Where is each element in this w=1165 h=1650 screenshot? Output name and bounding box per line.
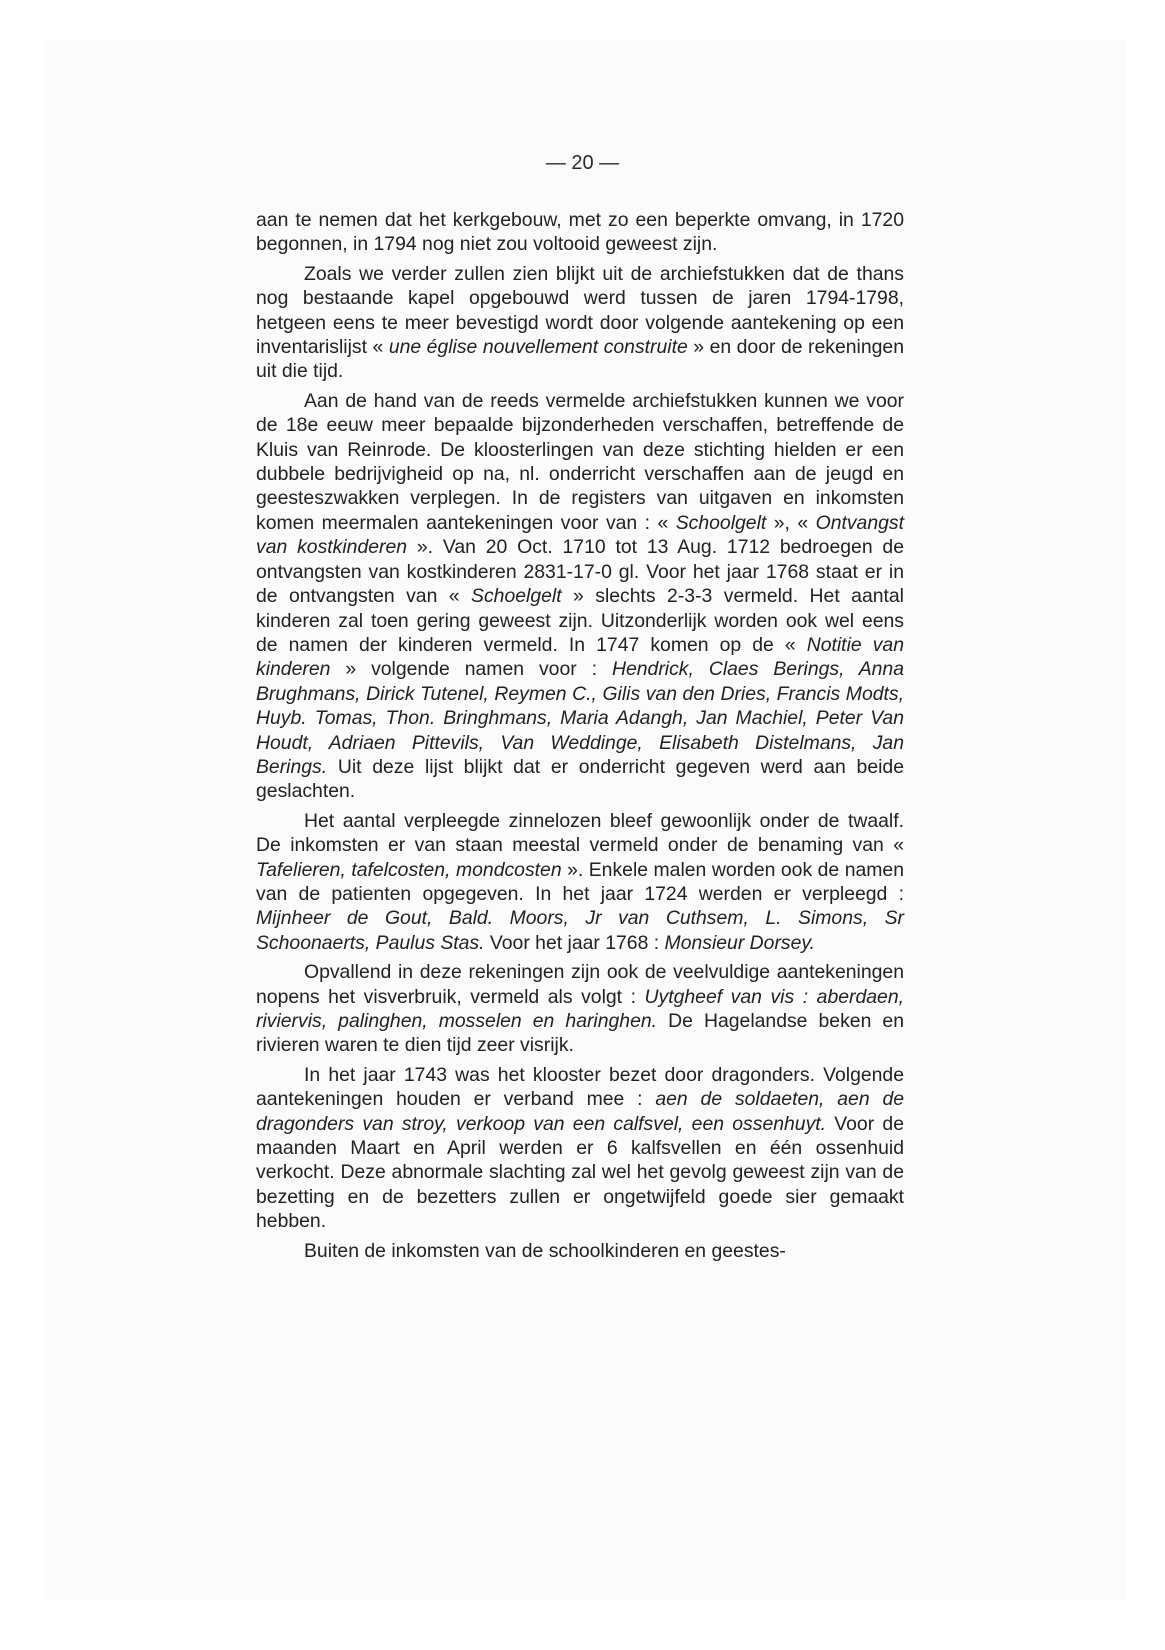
- text-run: In het jaar 1743 was het klooster bezet door dragonders. Volgende aantekeningen houden er verband mee :: [256, 1063, 904, 1111]
- body-text: [256, 208, 904, 1263]
- text-run: » slechts 2-3-3 vermeld. Het aantal kinderen zal toen gering geweest zijn. Uitzonderlijk worden ook wel eens de namen der kinderen vermeld. In 1747 komen op de «: [256, 585, 904, 656]
- italic-run: Mijnheer de Gout, Bald. Moors, Jr van Cuthsem, L. Simons, Sr Schoonaerts, Paulus Stas.: [256, 907, 904, 954]
- text-run: » volgende namen voor :: [330, 658, 612, 681]
- italic-run: Schoelgelt: [471, 585, 562, 608]
- text-run: », «: [766, 511, 816, 534]
- paragraph-6: [256, 1063, 904, 1234]
- italic-run: Schoolgelt: [675, 511, 767, 534]
- text-run: Uit deze lijst blijkt dat er onderricht gegeven werd aan beide geslachten.: [256, 755, 904, 803]
- paragraph-5: [256, 960, 904, 1058]
- text-run: De Hagelandse beken en rivieren waren te dien tijd zeer visrijk.: [256, 1010, 904, 1057]
- italic-run: Tafelieren, tafelcosten, mondcosten: [256, 858, 562, 881]
- paragraph-3: [256, 389, 904, 804]
- text-run: » en door de rekeningen uit die tijd.: [256, 336, 904, 383]
- text-run: Voor het jaar 1768 :: [484, 931, 665, 954]
- text-run: Zoals we verder zullen zien blijkt uit de archiefstukken dat de thans nog bestaande kapel opgebouwd werd tussen de jaren 1794-1798, hetgeen eens te meer bevestigd wordt door volgende aantekening op een inventarislijst «: [256, 262, 904, 359]
- text-run: Buiten de inkomsten van de schoolkinderen en geestes-: [304, 1239, 786, 1262]
- text-run: ». Van 20 Oct. 1710 tot 13 Aug. 1712 bedroegen de ontvangsten van kostkinderen 2831-17-0 gl. Voor het jaar 1768 staat er in de ontvangsten van «: [256, 536, 904, 608]
- text-run: Aan de hand van de reeds vermelde archiefstukken kunnen we voor de 18e eeuw meer bepaalde bijzonderheden verschaffen, betreffende de Kluis van Reinrode. De kloosterlingen van deze stichting hielden er een dubbele bedrijvigheid op na, nl. onderricht verschaffen aan de jeugd en geesteszwakken verplegen. In de registers van uitgaven en inkomsten komen meermalen aantekeningen voor van : «: [256, 389, 904, 534]
- text-run: aan te nemen dat het kerkgebouw, met zo een beperkte omvang, in 1720 begonnen, in 1794 nog niet zou voltooid geweest zijn.: [256, 209, 904, 256]
- italic-run: Monsieur Dorsey.: [664, 931, 816, 954]
- page-number: — 20 —: [545, 152, 620, 174]
- paragraph-7: [256, 1239, 904, 1263]
- text-run: Opvallend in deze rekeningen zijn ook de veelvuldige aantekeningen nopens het visverbruik, vermeld als volgt :: [256, 961, 904, 1008]
- italic-run: Notitie van kinderen: [256, 633, 904, 681]
- paragraph-4: [256, 809, 904, 955]
- text-run: Voor de maanden Maart en April werden er 6 kalfsvellen en één ossenhuid verkocht. Deze abnormale slachting zal wel het gevolg geweest zijn van de bezetting en de bezetters zullen er ongetwijfeld goede sier gemaakt hebben.: [256, 1112, 904, 1233]
- text-run: ». Enkele malen worden ook de namen van de patienten opgegeven. In het jaar 1724 werden er verpleegd :: [256, 858, 904, 905]
- paragraph-1: [256, 208, 904, 257]
- italic-run: une église nouvellement construite: [388, 336, 688, 359]
- italic-run: aen de soldaeten, aen de dragonders van stroy, verkoop van een calfsvel, een ossenhuyt.: [256, 1088, 905, 1135]
- paragraph-2: [256, 262, 904, 384]
- italic-run: Uytgheef van vis : aberdaen, riviervis, palinghen, mosselen en haringhen.: [256, 985, 904, 1032]
- italic-run: Hendrick, Claes Berings, Anna Brughmans, Dirick Tutenel, Reymen C., Gilis van den Dries, Francis Modts, Huyb. Tomas, Thon. Bringhmans, Maria Adangh, Jan Machiel, Peter Van Houdt, Adriaen Pittevils, Van Weddinge, Elisabeth Distelmans, Jan Berings.: [256, 658, 905, 778]
- text-run: Het aantal verpleegde zinnelozen bleef gewoonlijk onder de twaalf. De inkomsten er van staan meestal vermeld onder de benaming van «: [256, 809, 904, 857]
- italic-run: Ontvangst van kostkinderen: [256, 511, 904, 559]
